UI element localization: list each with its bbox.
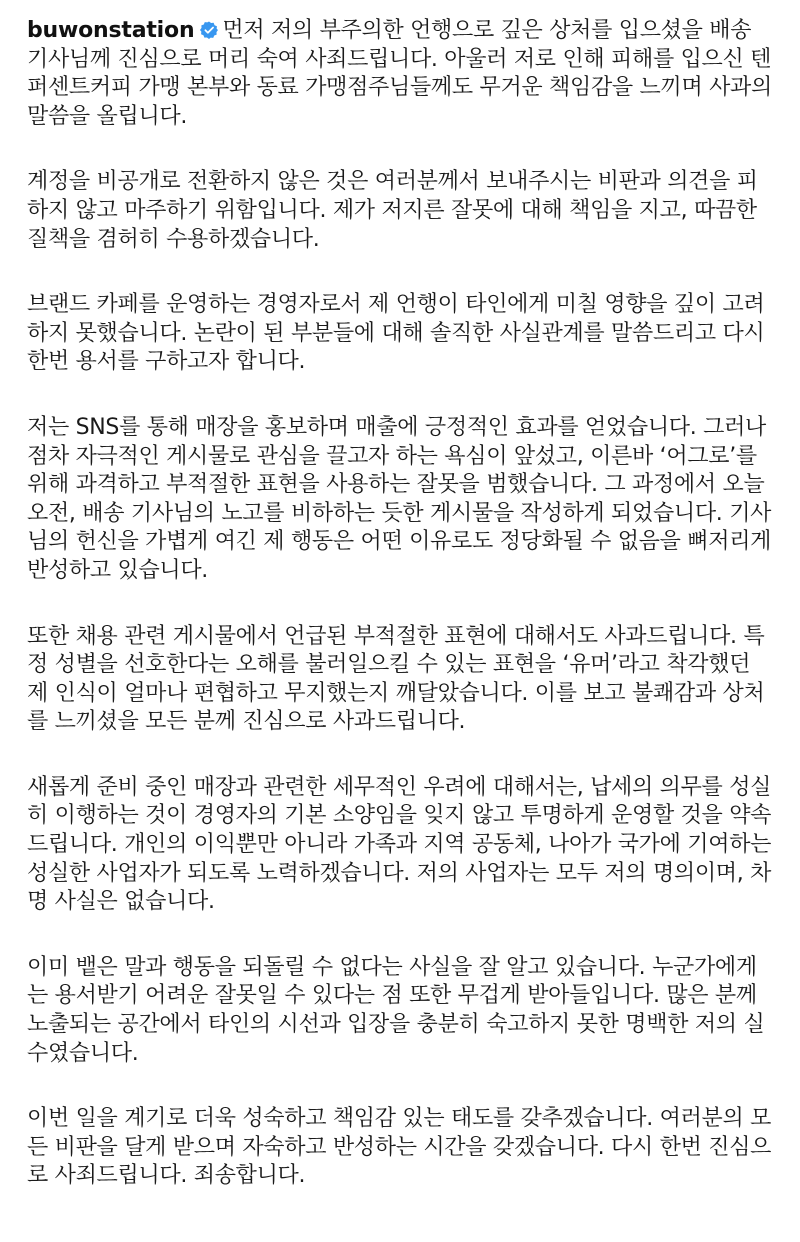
caption-line: 노출되는 공간에서 타인의 시선과 입장을 충분히 숙고하지 못한 명백한 저의 실 — [27, 1012, 765, 1038]
caption-line: 반성하고 있습니다. — [27, 557, 209, 583]
caption-line: 브랜드 카페를 운영하는 경영자로서 제 언행이 타인에게 미칠 영향을 깊이 고려 — [27, 292, 765, 318]
caption-line: 든 비판을 달게 받으며 자숙하고 반성하는 시간을 갖겠습니다. 다시 한번 진심으 — [27, 1134, 772, 1160]
caption-text: 먼저 저의 부주의한 언행으로 깊은 상처를 입으셨을 배송 — [222, 18, 752, 43]
caption-line: 기사님께 진심으로 머리 숙여 사죄드립니다. 아울러 저로 인해 피해를 입으신 텐 — [27, 46, 772, 72]
caption-line: 를 느끼셨을 모든 분께 진심으로 사과드립니다. — [27, 709, 466, 735]
caption-paragraph — [27, 774, 787, 917]
caption-line: 로 사죄드립니다. 죄송합니다. — [27, 1163, 306, 1189]
caption-paragraph — [27, 291, 787, 377]
caption-line: 이번 일을 계기로 더욱 성숙하고 책임감 있는 태도를 갖추겠습니다. 여러분의 모 — [27, 1106, 772, 1132]
caption-paragraph — [27, 414, 787, 586]
caption-line: 질책을 겸허히 수용하겠습니다. — [27, 226, 320, 252]
caption-line: 하지 않고 마주하기 위함입니다. 제가 저지른 잘못에 대해 책임을 지고, 따끔한 — [27, 197, 757, 223]
caption-line: 수였습니다. — [27, 1040, 139, 1066]
caption-line: 제 인식이 얼마나 편협하고 무지했는지 깨달았습니다. 이를 보고 불쾌감과 상처 — [27, 680, 765, 706]
caption-line: 드립니다. 개인의 이익뿐만 아니라 가족과 지역 공동체, 나아가 국가에 기여하는 — [27, 832, 772, 858]
caption-line: 계정을 비공개로 전환하지 않은 것은 여러분께서 보내주시는 비판과 의견을 피 — [27, 169, 758, 195]
caption-line: 히 이행하는 것이 경영자의 기본 소양임을 잊지 않고 투명하게 운영할 것을 약속 — [27, 803, 772, 829]
caption-paragraph — [27, 954, 787, 1068]
caption-line: 점차 자극적인 게시물로 관심을 끌고자 하는 욕심이 앞섰고, 이른바 ‘어그로’를 — [27, 443, 757, 469]
caption-paragraph — [27, 623, 787, 737]
caption-line: 명 사실은 없습니다. — [27, 889, 215, 915]
caption-line: 성실한 사업자가 되도록 노력하겠습니다. 저의 사업자는 모두 저의 명의이며, 차 — [27, 860, 772, 886]
caption-paragraph — [27, 1105, 787, 1191]
verified-badge-icon — [200, 19, 218, 37]
caption-line: 는 용서받기 어려운 잘못일 수 있다는 점 또한 무겁게 받아들입니다. 많은 분께 — [27, 983, 757, 1009]
caption-line: 님의 헌신을 가볍게 여긴 제 행동은 어떤 이유로도 정당화될 수 없음을 뼈저리게 — [27, 529, 772, 555]
caption-line: 또한 채용 관련 게시물에서 언급된 부적절한 표현에 대해서도 사과드립니다. 특 — [27, 623, 765, 649]
caption-line: 정 성별을 선호한다는 오해를 불러일으킬 수 있는 표현을 ‘유머’라고 착각했던 — [27, 652, 751, 678]
caption-line: 오전, 배송 기사님의 노고를 비하하는 듯한 게시물을 작성하게 되었습니다. 기사 — [27, 500, 772, 526]
caption-line: 한번 용서를 구하고자 합니다. — [27, 349, 306, 375]
post-caption — [27, 17, 787, 1228]
caption-line: 새롭게 준비 중인 매장과 관련한 세무적인 우려에 대해서는, 납세의 의무를 성실 — [27, 774, 772, 800]
caption-paragraph — [27, 17, 787, 131]
caption-line: 위해 과격하고 부적절한 표현을 사용하는 잘못을 범했습니다. 그 과정에서 오늘 — [27, 472, 765, 498]
caption-line: 이미 뱉은 말과 행동을 되돌릴 수 없다는 사실을 잘 알고 있습니다. 누군가에게 — [27, 954, 757, 980]
caption-line: 저는 SNS를 통해 매장을 홍보하며 매출에 긍정적인 효과를 얻었습니다. 그러나 — [27, 414, 766, 440]
caption-paragraph — [27, 168, 787, 254]
username-link[interactable]: buwonstation — [27, 18, 195, 43]
caption-line: 퍼센트커피 가맹 본부와 동료 가맹점주님들께도 무거운 책임감을 느끼며 사과의 — [27, 75, 772, 101]
caption-line — [27, 17, 787, 46]
caption-line: 말씀을 올립니다. — [27, 103, 188, 129]
caption-line: 하지 못했습니다. 논란이 된 부분들에 대해 솔직한 사실관계를 말씀드리고 다시 — [27, 320, 765, 346]
